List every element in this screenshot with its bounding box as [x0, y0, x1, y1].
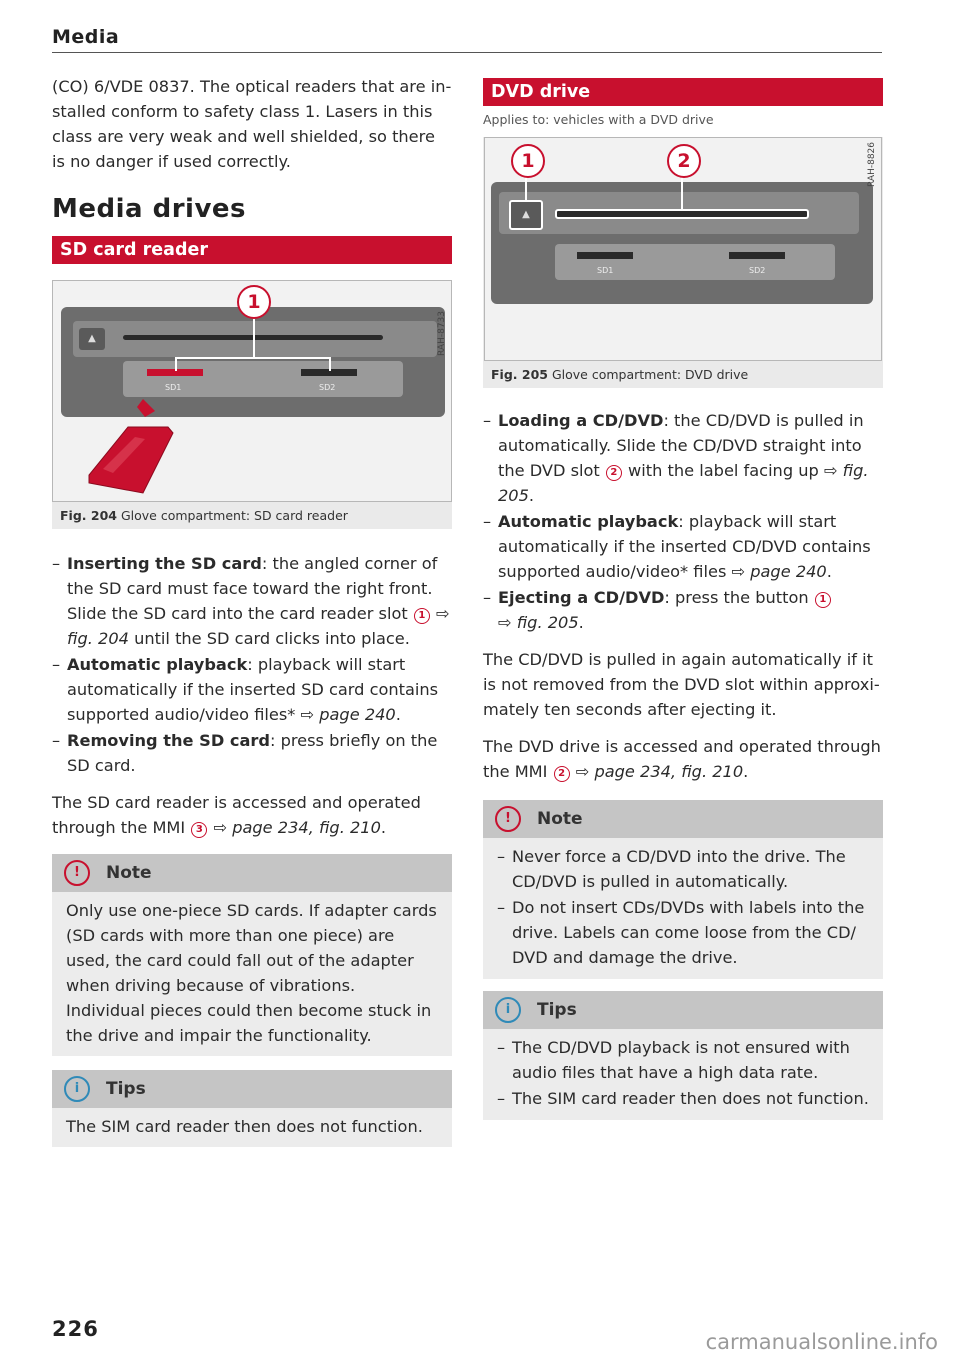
eject-icon: ▲	[79, 328, 105, 350]
slot-label-1: SD1	[165, 383, 182, 392]
watermark: carmanualsonline.info	[705, 1330, 938, 1354]
cross-reference[interactable]: ⇨ fig. 205	[498, 613, 579, 632]
info-icon: i	[64, 1076, 90, 1102]
dvd-steps-list	[483, 408, 883, 635]
sd-reader-illustration	[52, 280, 452, 502]
list-item: – Ejecting a CD/DVD: press the button 1 ⇨ fig. 205.	[483, 585, 883, 635]
figure-205	[483, 137, 883, 388]
callout-line-h	[175, 357, 331, 359]
note-header: ! Note	[52, 854, 452, 892]
slot-label-2: SD2	[319, 383, 336, 392]
note-box	[52, 854, 452, 1056]
tips-list	[497, 1035, 869, 1111]
figure-caption	[483, 361, 883, 388]
tips-header: i Tips	[483, 991, 883, 1029]
callout-ref: 2	[554, 766, 570, 782]
callout-2: 2	[667, 144, 701, 178]
applies-to: Applies to: vehicles with a DVD drive	[483, 112, 714, 127]
list-item: – Do not insert CDs/DVDs with labels into the drive. Labels can come loose from the CD/ DVD and damage the drive.	[497, 895, 869, 970]
note-box	[483, 800, 883, 979]
note-body	[483, 838, 883, 979]
figure-code: RAH-8733	[437, 311, 447, 356]
figure-number: Fig. 204	[60, 508, 117, 523]
slot-label-2: SD2	[749, 266, 766, 275]
cross-reference[interactable]: ⇨ page 234, fig. 210	[213, 818, 381, 837]
page-number: 226	[52, 1317, 99, 1341]
tips-header: i Tips	[52, 1070, 452, 1108]
list-item: – Loading a CD/DVD: the CD/DVD is pulled in automatically. Slide the CD/DVD straight into the DVD slot 2 with the label facing up ⇨ fig. 205.	[483, 408, 883, 508]
section-title: Media drives	[52, 194, 247, 224]
header-rule	[52, 52, 882, 53]
sd-slot-2	[729, 252, 785, 259]
warning-icon: !	[495, 806, 521, 832]
list-item: – Never force a CD/DVD into the drive. The CD/DVD is pulled in automatically.	[497, 844, 869, 894]
cross-reference[interactable]: ⇨ page 234, fig. 210	[575, 762, 744, 781]
tips-box	[52, 1070, 452, 1147]
sd-card-reader-heading: SD card reader	[52, 236, 452, 264]
list-item: – The CD/DVD playback is not ensured with audio files that have a high data rate.	[497, 1035, 869, 1085]
tips-box	[483, 991, 883, 1120]
slot-label-1: SD1	[597, 266, 614, 275]
callout-1: 1	[511, 144, 545, 178]
cross-reference[interactable]: ⇨ fig. 204	[67, 604, 450, 648]
tips-body	[483, 1029, 883, 1120]
reload-paragraph: The CD/DVD is pulled in again automatically if it is not removed from the DVD slot within approximately ten seconds after ejecting it.	[483, 650, 880, 719]
note-list	[497, 844, 869, 970]
dvd-drive-illustration	[484, 137, 882, 361]
tips-body: The SIM card reader then does not function.	[66, 1117, 423, 1136]
eject-icon: ▲	[509, 200, 543, 230]
sd-card-icon	[73, 391, 183, 501]
caption-text: Glove compartment: SD card reader	[120, 508, 348, 523]
callout-ref: 3	[191, 822, 207, 838]
warning-icon: !	[64, 860, 90, 886]
left-column	[52, 74, 452, 1159]
list-item: – Inserting the SD card: the angled corner of the SD card must face toward the right front. Slide the SD card into the card reader slot 1 ⇨ fig. 204 until the SD card clicks into place.	[52, 551, 452, 651]
cross-reference[interactable]: ⇨ fig. 205	[498, 461, 869, 505]
dvd-drive-heading: DVD drive	[483, 78, 883, 106]
callout-line	[253, 315, 255, 359]
callout-ref: 2	[606, 465, 622, 481]
sd-steps-list	[52, 551, 452, 778]
callout-line-l	[175, 357, 177, 371]
info-icon: i	[495, 997, 521, 1023]
cross-reference[interactable]: ⇨ page 240	[300, 705, 396, 724]
cross-reference[interactable]: ⇨ page 240	[731, 562, 827, 581]
list-item: – Automatic playback: playback will start automatically if the inserted SD card contains supported audio/video files* ⇨ page 240.	[52, 652, 452, 727]
caption-text: Glove compartment: DVD drive	[551, 367, 749, 382]
sd-slot-1	[577, 252, 633, 259]
running-header: Media	[52, 26, 120, 48]
intro-paragraph: (CO) 6/VDE 0837. The optical readers that are installed conform to safety class 1. Lasers in this class are very weak and well shielded, so there is no danger if used correctly.	[52, 77, 452, 171]
access-paragraph: The SD card reader is accessed and operated through the MMI 3 ⇨ page 234, fig. 210.	[52, 793, 421, 837]
callout-1: 1	[237, 285, 271, 319]
callout-line-r	[329, 357, 331, 371]
figure-caption	[52, 502, 452, 529]
callout-ref: 1	[414, 608, 430, 624]
note-header: ! Note	[483, 800, 883, 838]
list-item: – The SIM card reader then does not function.	[497, 1086, 869, 1111]
access-paragraph: The DVD drive is accessed and operated through the MMI 2 ⇨ page 234, fig. 210.	[483, 737, 881, 781]
callout-ref: 1	[815, 592, 831, 608]
dvd-slot	[555, 209, 809, 219]
list-item: – Automatic playback: playback will start automatically if the inserted CD/DVD contains supported audio/video* files ⇨ page 240.	[483, 509, 883, 584]
note-body: Only use one-piece SD cards. If adapter cards (SD cards with more than one piece) are used, the card could fall out of the adapter when driving because of vibrations. Individual pieces could then become stuck in the drive and impair the functionality.	[66, 901, 437, 1045]
list-item: – Removing the SD card: press briefly on the SD card.	[52, 728, 452, 778]
figure-code: RAH-8826	[867, 142, 877, 187]
right-column	[483, 78, 883, 1132]
figure-number: Fig. 205	[491, 367, 548, 382]
figure-204	[52, 280, 452, 529]
